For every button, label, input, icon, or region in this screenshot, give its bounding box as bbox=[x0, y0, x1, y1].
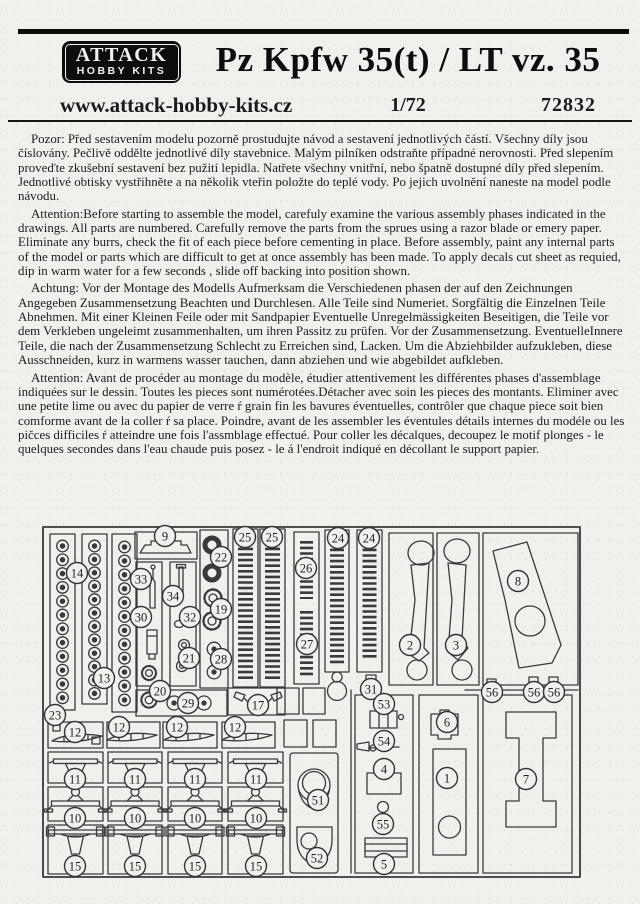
part-label-55 bbox=[373, 814, 394, 835]
svg-text:51: 51 bbox=[311, 793, 325, 808]
svg-text:55: 55 bbox=[376, 817, 390, 832]
svg-text:11: 11 bbox=[188, 772, 202, 787]
part-label-1 bbox=[437, 768, 458, 789]
svg-text:15: 15 bbox=[68, 859, 82, 874]
part31-shape bbox=[332, 672, 342, 682]
part-label-25 bbox=[262, 527, 283, 548]
svg-text:31: 31 bbox=[364, 682, 378, 697]
part-label-24 bbox=[328, 528, 349, 549]
part-label-51 bbox=[308, 790, 329, 811]
part-label-10 bbox=[65, 808, 86, 829]
part-label-7 bbox=[516, 769, 537, 790]
instructions-english: Attention:Before starting to assemble the model, carefuly examine the various assembly phases indicated in the drawings. All parts are numbered. Carefully remove the parts from the sprues using a razor blade or emery paper. Eliminate any burrs, check the fit of each piece before cementing in place. Before assembly, paint any internal parts of the model or parts which are difficult to get at once assembly has been made. To apply decals cut sheet as requied, dip in warm water for a few seconds , slide off backing into position shown. bbox=[18, 206, 621, 279]
page-title: Pz Kpfw 35(t) / LT vz. 35 bbox=[215, 40, 601, 79]
brand-logo bbox=[62, 41, 181, 83]
kit-scale: 1/72 bbox=[390, 94, 426, 116]
svg-text:27: 27 bbox=[300, 637, 314, 652]
part-label-28 bbox=[211, 649, 232, 670]
part-label-11 bbox=[125, 769, 146, 790]
svg-text:4: 4 bbox=[380, 762, 388, 777]
part-label-3 bbox=[446, 635, 467, 656]
svg-text:8: 8 bbox=[514, 574, 522, 589]
part-label-15 bbox=[185, 856, 206, 877]
part-label-19 bbox=[211, 599, 232, 620]
part-label-11 bbox=[185, 769, 206, 790]
svg-text:14: 14 bbox=[70, 566, 84, 581]
blank-panel bbox=[313, 720, 336, 747]
part-label-10 bbox=[125, 808, 146, 829]
part-label-54 bbox=[374, 731, 395, 752]
part-label-11 bbox=[65, 769, 86, 790]
svg-text:10: 10 bbox=[188, 811, 202, 826]
part-label-24 bbox=[359, 528, 380, 549]
svg-text:32: 32 bbox=[183, 610, 197, 625]
website-url: www.attack-hobby-kits.cz bbox=[60, 93, 293, 117]
part-label-30 bbox=[131, 607, 152, 628]
svg-text:15: 15 bbox=[188, 859, 202, 874]
part-label-12 bbox=[225, 717, 246, 738]
svg-text:5: 5 bbox=[380, 857, 388, 872]
svg-text:7: 7 bbox=[522, 772, 530, 787]
part-label-12 bbox=[65, 722, 86, 743]
svg-text:2: 2 bbox=[406, 638, 414, 653]
part-label-53 bbox=[374, 694, 395, 715]
part-label-10 bbox=[185, 808, 206, 829]
svg-text:15: 15 bbox=[249, 859, 263, 874]
part-label-14 bbox=[67, 563, 88, 584]
part-label-12 bbox=[167, 717, 188, 738]
part-label-56 bbox=[544, 682, 565, 703]
kit-number: 72832 bbox=[541, 94, 596, 116]
instructions-czech: Pozor: Před sestavením modelu pozorně prostudujte návod a sestavení jednotlivých částí. Všechny díly jsou číslovány. Pečlivě oddělte jednotlivé díly stavebnice. Malým pilníken odstraňte případné nerovnosti. Před slepením proveďte zkušební sestavení bez pužití lepidla. Natřete všechny vnitřní, nebo špatně dostupné díly před slepením. Jednotlivé obtisky vystřihněte a na několik vteřin položte do teplé vody. Po jejich uvolnění naneste na model podle návodu. bbox=[18, 132, 614, 204]
svg-text:13: 13 bbox=[97, 671, 111, 686]
svg-text:6: 6 bbox=[443, 715, 451, 730]
svg-text:24: 24 bbox=[331, 531, 345, 546]
part30-shape bbox=[147, 630, 157, 659]
brand-name: ATTACK bbox=[75, 44, 168, 66]
svg-text:26: 26 bbox=[299, 561, 313, 576]
part-label-27 bbox=[297, 634, 318, 655]
part-label-26 bbox=[296, 558, 317, 579]
part1-shape bbox=[433, 749, 466, 855]
part-label-4 bbox=[374, 759, 395, 780]
svg-text:12: 12 bbox=[228, 720, 242, 735]
svg-text:12: 12 bbox=[112, 720, 126, 735]
part-label-13 bbox=[94, 668, 115, 689]
svg-text:11: 11 bbox=[68, 772, 82, 787]
svg-text:24: 24 bbox=[362, 531, 376, 546]
part33-shape bbox=[151, 565, 155, 569]
part-label-11 bbox=[246, 769, 267, 790]
part-label-12 bbox=[109, 717, 130, 738]
part22-gear bbox=[205, 566, 219, 580]
svg-text:22: 22 bbox=[214, 550, 228, 565]
part-label-9 bbox=[155, 526, 176, 547]
part55-shape bbox=[378, 802, 389, 813]
track-strip-25 bbox=[233, 529, 258, 687]
part-label-10 bbox=[246, 808, 267, 829]
blank-panel bbox=[284, 720, 307, 747]
part8-shape bbox=[493, 542, 561, 668]
svg-text:11: 11 bbox=[249, 772, 263, 787]
svg-text:56: 56 bbox=[485, 685, 499, 700]
part-label-15 bbox=[125, 856, 146, 877]
part-label-5 bbox=[374, 854, 395, 875]
part54-shape bbox=[357, 742, 369, 751]
svg-text:23: 23 bbox=[48, 708, 62, 723]
svg-text:3: 3 bbox=[452, 638, 460, 653]
part-label-17 bbox=[248, 695, 269, 716]
svg-text:29: 29 bbox=[181, 696, 195, 711]
svg-text:54: 54 bbox=[377, 734, 391, 749]
svg-text:1: 1 bbox=[443, 771, 451, 786]
part-label-23 bbox=[45, 705, 66, 726]
part-label-15 bbox=[246, 856, 267, 877]
instructions-german: Achtung: Vor der Montage des Modells Aufmerksam die Verschiedenen phasen der auf den Zeichnungen Angegeben Zusammensetzung Beachten und Durchlesen. Alle Teile sind Numeriet. Sorgfältig die Einzelnen Teile Abnehmen. Mit einer Kleinen Feile oder mit Sandpapier Eventuelle Unregelmässigkeiten Beseitigen, die Teile vor dem Verkleben ungeleimt zusammenhalten, um ihren Passitz zu prüfen. Vor der Zusammensetzung. EventuelleInnere Teile, die nach der Zusammensetzung Schlecht zu Erreichen sind, Lacken. Um die Abziehbilder aufzukleben, diese Ausschneiden, kurz in warmens wasser tauchen, dann abziehen und wie abgebildet aufkleben. bbox=[18, 281, 623, 368]
panel-53-54-4-55-5 bbox=[355, 695, 413, 873]
part-label-25 bbox=[235, 527, 256, 548]
svg-text:28: 28 bbox=[214, 652, 228, 667]
part-label-34 bbox=[163, 586, 184, 607]
part-label-22 bbox=[211, 547, 232, 568]
svg-text:30: 30 bbox=[134, 610, 148, 625]
instructions-french: Attention: Avant de procéder au montage du modèle, étudier attentivement les différentes phases d'assemblage indiquées sur le dessin. Toutes les pieces sont numérotées.Détacher avec soin les pieces des montants. Eliminer avec une petite lime ou avec du papier de verre ŕ grain fin les bavures éventuelles, contrôler que chaque piece soit bien comforme avant de la coller ŕ sa place. Poindre, avant de les assembler les éventules détails internes du modéle ou les pičces difficiles ŕ atteindre une fois l'assmblage effectué. Pour coller les décalques, decoupez le motif plonges - le quelques secondes dans l'eau chaude puis posez - le á l'endroit indiqué en décollant le support papier. bbox=[18, 370, 625, 457]
svg-text:11: 11 bbox=[128, 772, 142, 787]
part-label-21 bbox=[179, 648, 200, 669]
svg-text:10: 10 bbox=[249, 811, 263, 826]
panel-part8 bbox=[483, 533, 578, 685]
track-strip-25 bbox=[260, 529, 285, 687]
part-label-56 bbox=[482, 682, 503, 703]
part-label-32 bbox=[180, 607, 201, 628]
part-label-56 bbox=[524, 682, 545, 703]
svg-text:52: 52 bbox=[310, 851, 324, 866]
part-label-15 bbox=[65, 856, 86, 877]
svg-text:9: 9 bbox=[161, 529, 169, 544]
svg-text:34: 34 bbox=[166, 589, 180, 604]
svg-text:53: 53 bbox=[377, 697, 391, 712]
svg-text:10: 10 bbox=[128, 811, 142, 826]
panel-part3 bbox=[437, 533, 479, 685]
part-label-6 bbox=[437, 712, 458, 733]
part20-gear bbox=[142, 666, 156, 680]
part-label-20 bbox=[150, 681, 171, 702]
svg-text:25: 25 bbox=[265, 530, 279, 545]
svg-text:21: 21 bbox=[182, 651, 196, 666]
part-label-52 bbox=[307, 848, 328, 869]
road-wheels bbox=[119, 541, 131, 706]
brand-subtitle: HOBBY KITS bbox=[76, 65, 167, 77]
part-label-2 bbox=[400, 635, 421, 656]
svg-text:56: 56 bbox=[527, 685, 541, 700]
svg-text:33: 33 bbox=[134, 572, 148, 587]
part-label-29 bbox=[178, 693, 199, 714]
svg-text:15: 15 bbox=[128, 859, 142, 874]
svg-text:19: 19 bbox=[214, 602, 228, 617]
svg-text:25: 25 bbox=[238, 530, 252, 545]
svg-text:12: 12 bbox=[170, 720, 184, 735]
part-label-8 bbox=[508, 571, 529, 592]
road-wheels bbox=[57, 540, 69, 703]
svg-text:20: 20 bbox=[153, 684, 167, 699]
svg-text:12: 12 bbox=[68, 725, 82, 740]
part-label-33 bbox=[131, 569, 152, 590]
svg-text:10: 10 bbox=[68, 811, 82, 826]
blank-panel bbox=[303, 688, 325, 714]
svg-text:56: 56 bbox=[547, 685, 561, 700]
svg-text:17: 17 bbox=[251, 698, 265, 713]
